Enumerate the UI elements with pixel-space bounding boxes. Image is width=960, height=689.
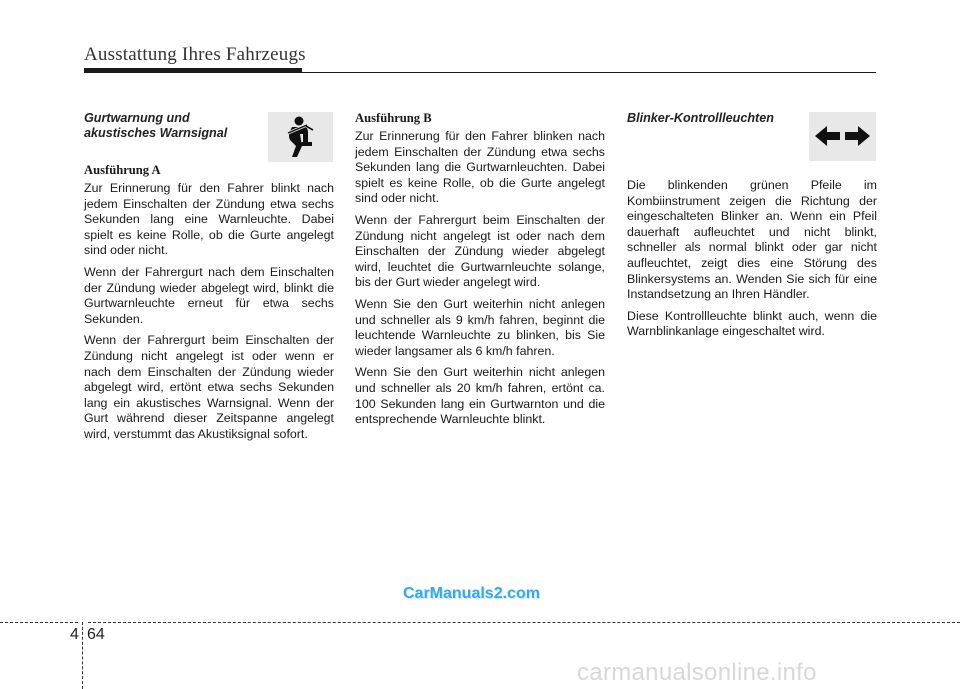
paragraph: Wenn der Fahrergurt beim Einschalten der Zündung nicht angelegt ist oder wenn er nach dem Einschalten der Zündung wieder abgelegt wird, ertönt etwa sechs Sekunden lang ein akustisches Warnsignal. Wenn der Gurt während dieser Zeitspanne angelegt wird, verstummt das Akustiksignal sofort.: [84, 333, 334, 441]
paragraph: Die blinkenden grünen Pfeile im Kombiinstrument zeigen die Richtung der eingeschalteten Blinker an. Wenn ein Pfeil dauerhaft aufleuchtet und nicht blinkt, schneller als normal blinkt oder gar nicht aufleuchtet, zeigt dies eine Störung des Blinkersystems an. Wenden Sie sich für eine Instandsetzung an Ihren Händler.: [627, 178, 877, 302]
site-watermark: carmanualsonline.info: [577, 659, 817, 686]
section-heading-seatbelt: Gurtwarnung und akustisches Warnsignal: [84, 111, 228, 140]
paragraph: Wenn Sie den Gurt weiterhin nicht anlegen und schneller als 20 km/h fahren, ertönt ca. 100 Sekunden lang ein Gurtwarnton und die entsprechende Warnleuchte blinkt.: [355, 365, 605, 427]
page-number: 64: [87, 626, 105, 643]
footer-rule-right: [88, 622, 960, 623]
watermark-logo[interactable]: CarManuals2.com: [403, 585, 540, 602]
paragraph: Zur Erinnerung für den Fahrer blinkt nach jedem Einschalten der Zündung etwa sechs Sekunden lang eine Warnleuchte. Dabei spielt es keine Rolle, ob die Gurte angelegt sind oder nicht.: [84, 181, 334, 258]
seatbelt-warning-icon: [268, 112, 333, 162]
paragraph: Wenn Sie den Gurt weiterhin nicht anlegen und schneller als 9 km/h fahren, beginnt die leuchtende Warnleuchte zu blinken, bis Sie wieder langsamer als 6 km/h fahren.: [355, 296, 605, 358]
paragraph: Wenn der Fahrergurt beim Einschalten der Zündung nicht angelegt ist oder nach dem Einschalten der Zündung wieder abgelegt wird, leuchtet die Gurtwarnleuchte solange, bis der Gurt wieder angelegt wird.: [355, 212, 605, 290]
header-rule: [84, 72, 876, 73]
page-header-title: Ausstattung Ihres Fahrzeugs: [84, 44, 306, 65]
footer-rule-left: [0, 622, 78, 623]
subheading-variant-b: Ausführung B: [355, 111, 432, 125]
column-variant-b: [355, 111, 605, 434]
paragraph: Diese Kontrollleuchte blinkt auch, wenn die Warnblinkanlage eingeschaltet wird.: [627, 308, 877, 339]
footer-divider: [82, 622, 83, 689]
paragraph: Wenn der Fahrergurt nach dem Einschalten der Zündung wieder abgelegt wird, blinkt die Gurtwarnleuchte erneut für etwa sechs Sekunden.: [84, 264, 334, 326]
section-heading-turn-signal: Blinker-Kontrollleuchten: [627, 111, 774, 125]
paragraph: Zur Erinnerung für den Fahrer blinken nach jedem Einschalten der Zündung etwa sechs Sekunden lang die Gurtwarnleuchten. Dabei spielt es keine Rolle, ob die Gurte angelegt sind oder nicht.: [355, 129, 605, 206]
chapter-number: 4: [70, 626, 79, 643]
turn-signal-arrows-icon: [809, 112, 876, 161]
subheading-variant-a: Ausführung A: [84, 163, 161, 177]
